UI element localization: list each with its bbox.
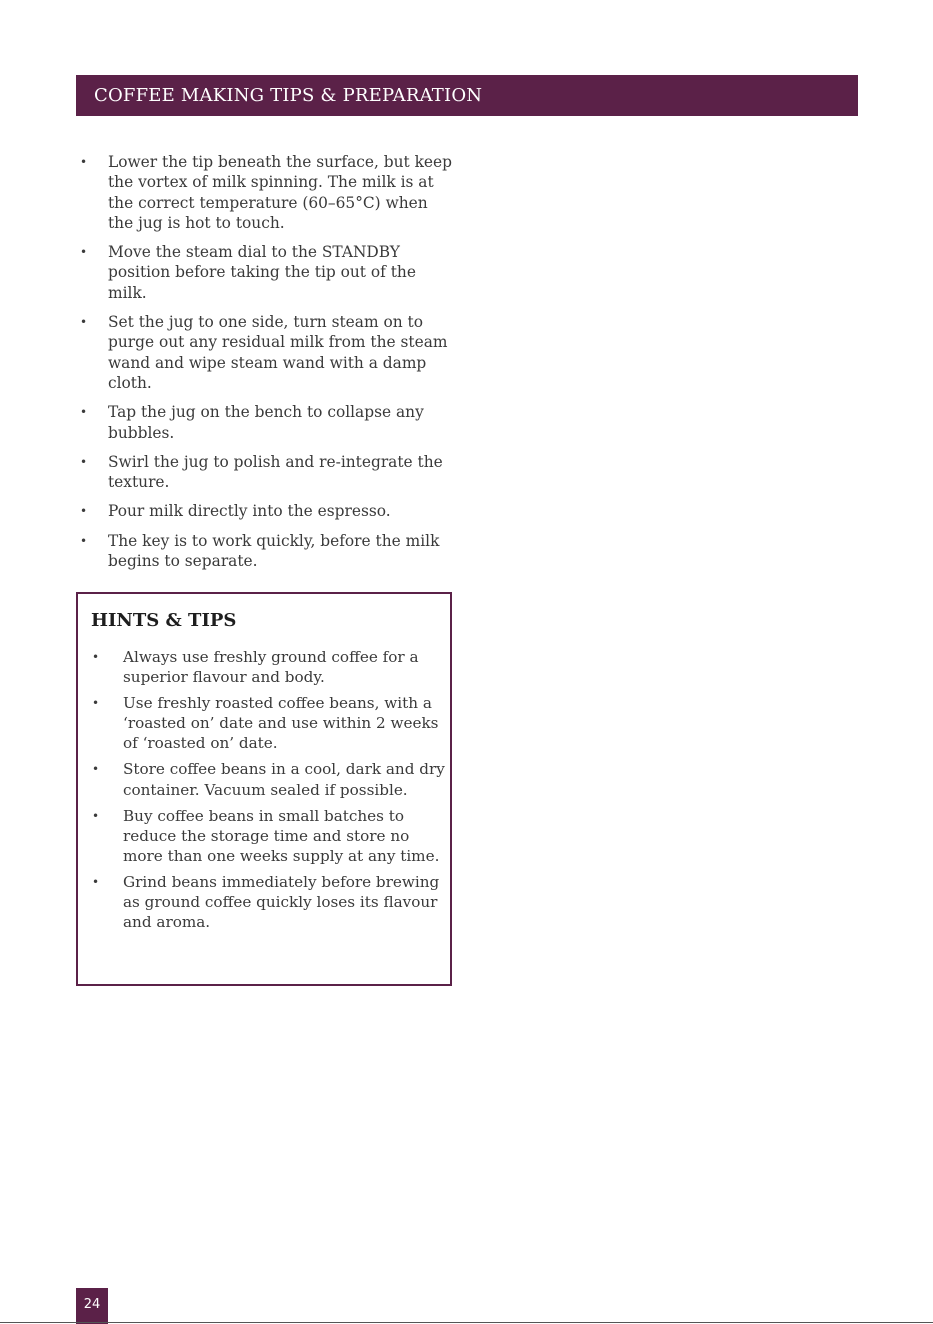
list-item: [88, 693, 448, 753]
list-item: [76, 242, 456, 303]
milk-steps-list: [76, 152, 456, 580]
bullet-icon: •: [80, 405, 88, 420]
list-item-text: Lower the tip beneath the surface, but keep the vortex of milk spinning. The milk is at the correct temperature (60–65°C) when the jug is hot to touch.: [108, 153, 452, 232]
list-item-text: Buy coffee beans in small batches to reduce the storage time and store no more than one weeks supply at any time.: [123, 806, 440, 865]
list-item: [88, 647, 448, 687]
list-item-text: Move the steam dial to the STANDBY position before taking the tip out of the milk.: [108, 243, 416, 302]
hints-tips-list: [88, 647, 448, 938]
hints-tips-box: [76, 592, 452, 986]
list-item-text: Tap the jug on the bench to collapse any bubbles.: [108, 403, 424, 442]
bullet-icon: •: [92, 650, 100, 664]
bullet-icon: •: [80, 533, 88, 548]
hints-tips-title: HINTS & TIPS: [91, 610, 237, 631]
list-item: [76, 312, 456, 393]
list-item: [76, 452, 456, 493]
list-item-text: The key is to work quickly, before the milk begins to separate.: [108, 531, 440, 571]
list-item: [76, 531, 456, 572]
bottom-divider: [0, 1322, 933, 1323]
bullet-icon: •: [80, 504, 88, 519]
page-number: 24: [83, 1297, 101, 1312]
bullet-icon: •: [80, 245, 88, 260]
list-item: [76, 402, 456, 443]
bullet-icon: •: [92, 696, 100, 711]
bullet-icon: •: [92, 762, 100, 777]
list-item-text: Always use freshly ground coffee for a superior flavour and body.: [123, 648, 419, 687]
list-item-text: Grind beans immediately before brewing as ground coffee quickly loses its flavour and aroma.: [123, 872, 440, 932]
list-item-text: Store coffee beans in a cool, dark and dry container. Vacuum sealed if possible.: [123, 760, 445, 799]
section-header-band: [76, 75, 858, 116]
list-item-text: Swirl the jug to polish and re-integrate the texture.: [108, 452, 443, 492]
list-item: [88, 872, 448, 932]
list-item: [88, 806, 448, 866]
list-item-text: Use freshly roasted coffee beans, with a ‘roasted on’ date and use within 2 weeks of ‘roasted on’ date.: [123, 694, 439, 753]
page-number-badge: [76, 1288, 108, 1324]
bullet-icon: •: [80, 315, 88, 330]
list-item: [76, 152, 456, 233]
list-item-text: Set the jug to one side, turn steam on to purge out any residual milk from the steam wand and wipe steam wand with a damp cloth.: [108, 313, 448, 392]
list-item: [88, 759, 448, 799]
bullet-icon: •: [80, 454, 88, 469]
list-item: [76, 501, 456, 521]
bullet-icon: •: [92, 808, 100, 823]
list-item-text: Pour milk directly into the espresso.: [108, 502, 391, 521]
bullet-icon: •: [92, 874, 100, 889]
bullet-icon: •: [80, 155, 88, 169]
section-title: COFFEE MAKING TIPS & PREPARATION: [94, 85, 483, 106]
